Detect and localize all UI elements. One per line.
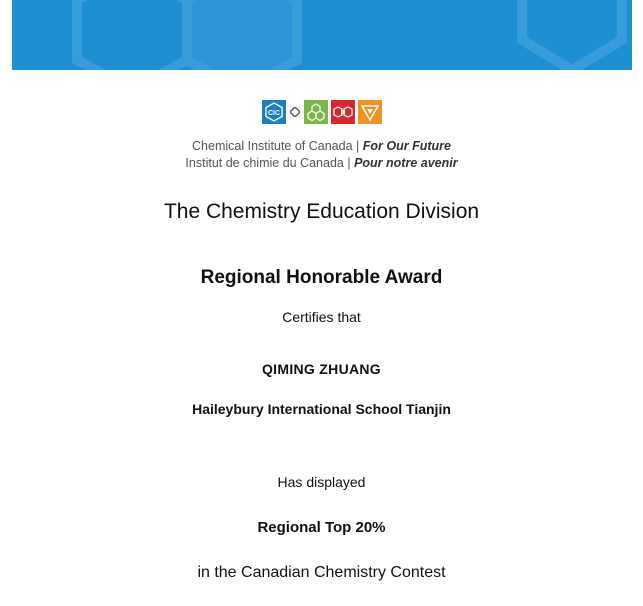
institute-english-name: Chemical Institute of Canada <box>192 139 353 153</box>
diamond-separator-icon <box>289 100 301 124</box>
institute-french-line <box>0 155 643 172</box>
institute-french-name: Institut de chimie du Canada <box>185 156 344 170</box>
institute-separator: | <box>356 139 360 153</box>
banner-hexagon-pattern <box>12 0 632 70</box>
award-title: Regional Honorable Award <box>200 267 443 288</box>
institute-english-line <box>0 138 643 155</box>
csc-logo-icon <box>331 100 355 124</box>
institute-french-tagline: Pour notre avenir <box>354 156 458 170</box>
institute-separator: | <box>347 156 351 170</box>
achievement-text: Regional Top 20% <box>257 519 386 536</box>
society-logos <box>0 100 643 124</box>
displayed-text: Has displayed <box>277 474 366 490</box>
cic-logo-icon <box>262 100 286 124</box>
recipient-name: QIMING ZHUANG <box>261 361 381 377</box>
contest-name: in the Canadian Chemistry Contest <box>197 564 446 581</box>
cic-logo-mark: CIC <box>267 110 280 117</box>
ccce-logo-icon <box>304 100 328 124</box>
csche-logo-icon <box>358 100 382 124</box>
certifies-text: Certifies that <box>282 309 361 325</box>
institute-name-block <box>0 138 643 172</box>
institute-english-tagline: For Our Future <box>362 139 451 153</box>
division-title: The Chemistry Education Division <box>163 200 480 223</box>
header-banner <box>12 0 632 70</box>
school-name: Haileybury International School Tianjin <box>192 401 451 417</box>
